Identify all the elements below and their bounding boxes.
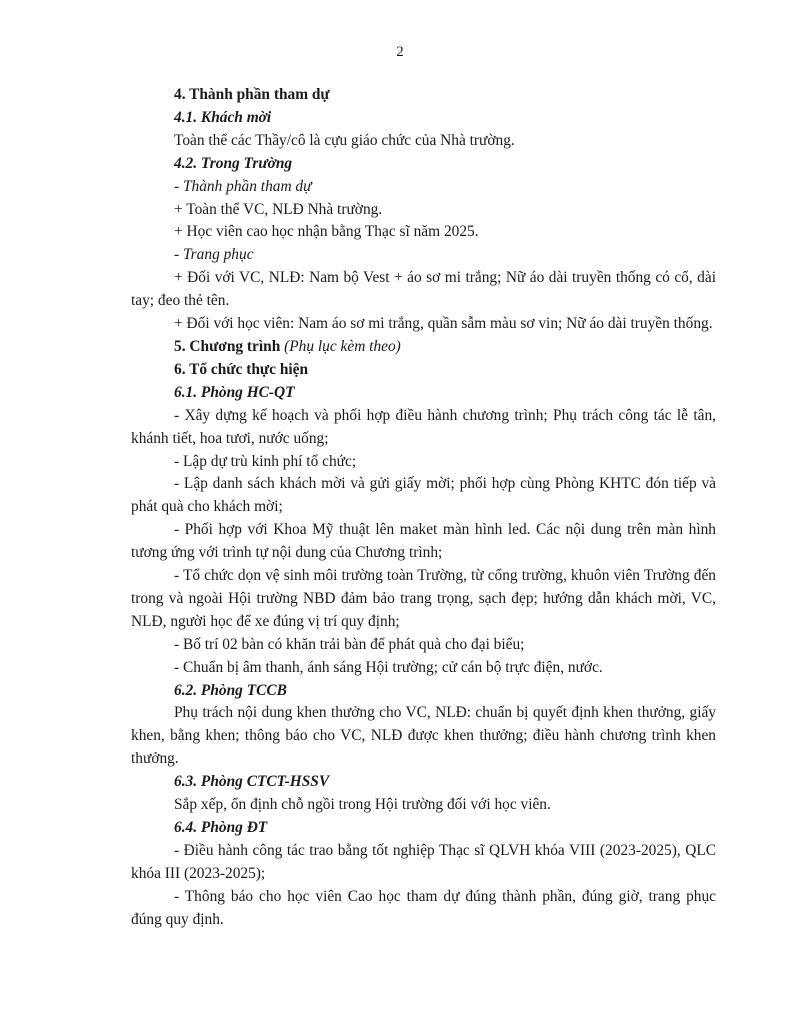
text-run: + Đối với VC, NLĐ: Nam bộ Vest + áo sơ mi trắng; Nữ áo dài truyền thống có cổ, dài tay; đeo thẻ tên. (131, 269, 716, 310)
para-hcqt-3 (131, 473, 716, 519)
para-trang-phuc-hoc-vien (131, 313, 716, 336)
text-run: (Phụ lục kèm theo) (284, 337, 401, 355)
text-run: 5. Chương trình (174, 337, 285, 355)
para-hcqt-7 (131, 657, 716, 680)
heading-section-5 (131, 336, 716, 359)
para-hoc-vien-cao-hoc (131, 221, 716, 244)
para-toan-the-vc (131, 199, 716, 222)
text-run: - Phối hợp với Khoa Mỹ thuật lên maket màn hình led. Các nội dung trên màn hình tương ứng với trình tự nội dung của Chương trình; (131, 521, 716, 562)
heading-6-2 (131, 680, 716, 703)
para-hcqt-1 (131, 405, 716, 451)
para-hcqt-5 (131, 565, 716, 634)
heading-section-4 (131, 84, 716, 107)
text-run: 6. Tổ chức thực hiện (174, 360, 309, 378)
text-run: + Đối với học viên: Nam áo sơ mi trắng, quần sẫm màu sơ vin; Nữ áo dài truyền thống. (174, 315, 713, 333)
text-run: 4.1. Khách mời (174, 108, 272, 126)
para-hcqt-4 (131, 519, 716, 565)
heading-6-3 (131, 771, 716, 794)
para-ctct-hssv (131, 794, 716, 817)
text-run: - Lập danh sách khách mời và gửi giấy mời; phối hợp cùng Phòng KHTC đón tiếp và phát quà cho khách mời; (131, 475, 716, 516)
text-run: - Chuẩn bị âm thanh, ánh sáng Hội trường; cử cán bộ trực điện, nước. (174, 658, 603, 676)
text-run: - Xây dựng kế hoạch và phối hợp điều hành chương trình; Phụ trách công tác lễ tân, khánh tiết, hoa tươi, nước uống; (131, 406, 716, 447)
heading-6-1 (131, 382, 716, 405)
text-run: - Tổ chức dọn vệ sinh môi trường toàn Trường, từ cổng trường, khuôn viên Trường đến trong và ngoài Hội trường NBD đảm bảo trang trọng, sạch đẹp; hướng dẫn khách mời, VC, NLĐ, người học để xe đúng vị trí quy định; (131, 567, 716, 630)
text-run: - Lập dự trù kinh phí tổ chức; (174, 452, 357, 470)
text-run: - Trang phục (174, 246, 254, 264)
para-dt-1 (131, 840, 716, 886)
text-run: 4. Thành phần tham dự (174, 86, 330, 103)
page-number: 2 (396, 44, 404, 60)
text-run: - Bố trí 02 bàn có khăn trải bàn để phát quà cho đại biểu; (174, 635, 525, 653)
text-run: 6.1. Phòng HC-QT (174, 383, 295, 401)
text-run: Toàn thể các Thầy/cô là cựu giáo chức của Nhà trường. (174, 131, 515, 149)
para-dt-2 (131, 886, 716, 932)
document-body (131, 84, 716, 932)
text-run: + Toàn thể VC, NLĐ Nhà trường. (174, 200, 383, 218)
text-run: Sắp xếp, ổn định chỗ ngồi trong Hội trường đối với học viên. (174, 796, 551, 814)
para-tccb (131, 702, 716, 771)
text-run: - Thông báo cho học viên Cao học tham dự đúng thành phần, đúng giờ, trang phục đúng quy định. (131, 887, 716, 928)
text-run: - Thành phần tham dự (174, 177, 312, 195)
text-run: - Điều hành công tác trao bằng tốt nghiệp Thạc sĩ QLVH khóa VIII (2023-2025), QLC khóa III (2023-2025); (131, 841, 716, 882)
text-run: Phụ trách nội dung khen thưởng cho VC, NLĐ: chuẩn bị quyết định khen thưởng, giấy khen, bằng khen; thông báo cho VC, NLĐ được khen thưởng; điều hành chương trình khen thưởng. (131, 704, 716, 768)
subhead-thanh-phan-tham-du (131, 176, 716, 199)
heading-section-6 (131, 359, 716, 382)
heading-4-1 (131, 107, 716, 130)
para-hcqt-2 (131, 451, 716, 474)
heading-4-2 (131, 153, 716, 176)
text-run: 6.4. Phòng ĐT (174, 819, 268, 836)
text-run: 4.2. Trong Trường (174, 154, 293, 172)
text-run: + Học viên cao học nhận bằng Thạc sĩ năm 2025. (174, 223, 479, 241)
para-hcqt-6 (131, 634, 716, 657)
para-trang-phuc-vc (131, 267, 716, 313)
text-run: 6.2. Phòng TCCB (174, 681, 287, 699)
heading-6-4 (131, 817, 716, 840)
text-run: 6.3. Phòng CTCT-HSSV (174, 773, 330, 791)
subhead-trang-phuc (131, 244, 716, 267)
para-khach-moi (131, 130, 716, 153)
